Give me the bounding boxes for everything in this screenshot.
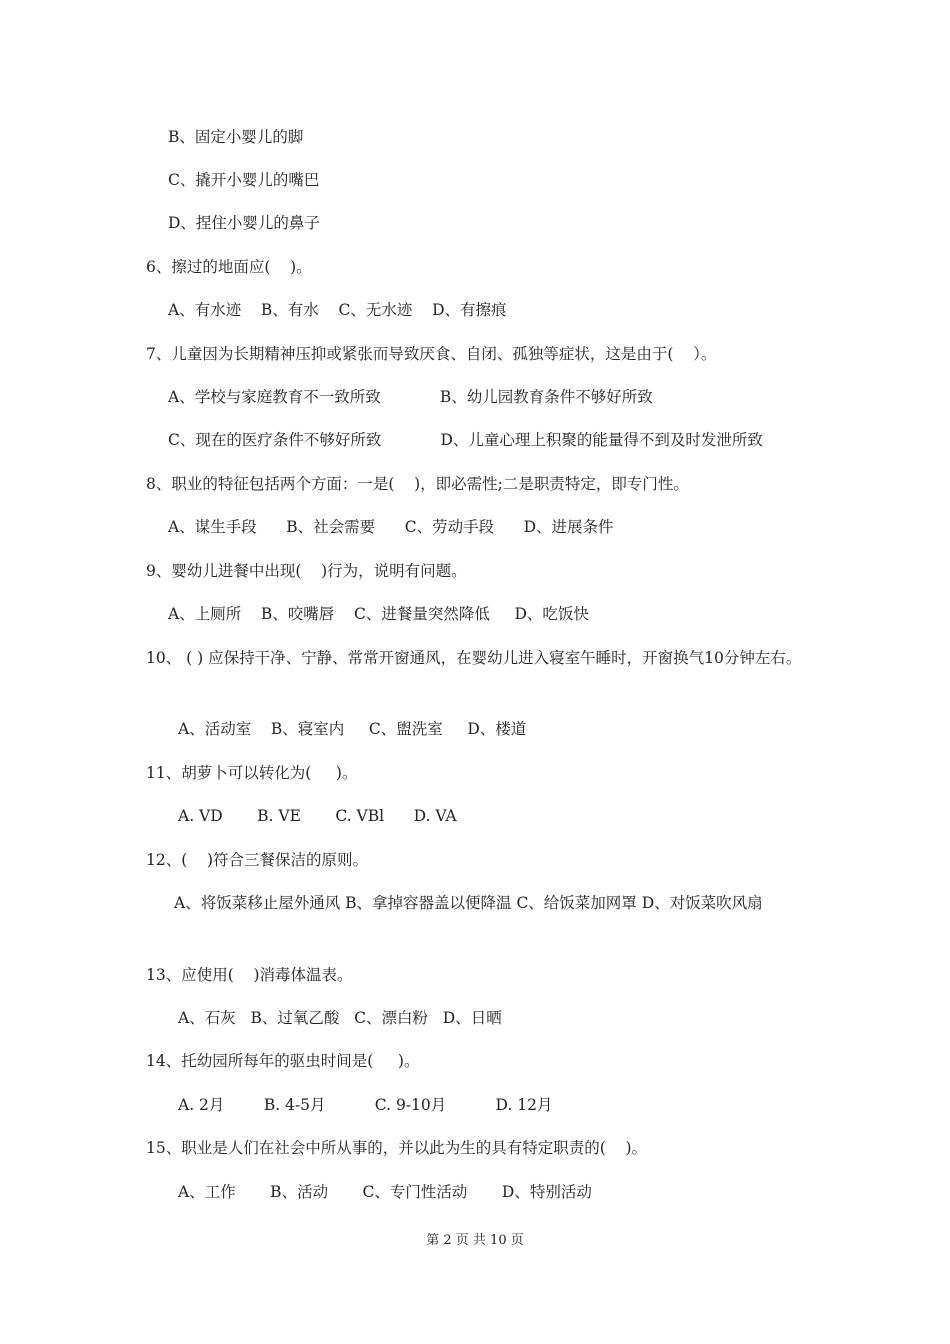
option-d-text: D、捏住小婴儿的鼻子 — [168, 214, 320, 232]
question-13: 13、应使用( )消毒体温表。 — [146, 966, 353, 984]
question-14-options: A. 2月 B. 4-5月 C. 9-10月 D. 12月 — [178, 1096, 553, 1114]
question-8-options: A、谋生手段 B、社会需要 C、劳动手段 D、进展条件 — [168, 518, 614, 536]
question-8: 8、职业的特征包括两个方面：一是( )，即必需性;二是职责特定，即专门性。 — [146, 475, 689, 493]
question-9-options: A、上厕所 B、咬嘴唇 C、进餐量突然降低 D、吃饭快 — [168, 605, 589, 623]
question-6-options: A、有水迹 B、有水 C、无水迹 D、有擦痕 — [168, 301, 507, 319]
question-10: 10、 ( ) 应保持干净、宁静、常常开窗通风，在婴幼儿进入寝室午睡时，开窗换气10分钟左右。 — [146, 649, 802, 667]
question-6: 6、擦过的地面应( )。 — [146, 258, 312, 276]
option-b-text: B、固定小婴儿的脚 — [168, 128, 304, 146]
question-14: 14、托幼园所每年的驱虫时间是( )。 — [146, 1052, 420, 1070]
question-11: 11、胡萝卜可以转化为( )。 — [146, 764, 358, 782]
page-footer: 第 2 页 共 10 页 — [426, 1233, 524, 1248]
question-13-options: A、石灰 B、过氧乙酸 C、漂白粉 D、日晒 — [178, 1009, 502, 1027]
question-7-options-cd: C、现在的医疗条件不够好所致 D、儿童心理上积聚的能量得不到及时发泄所致 — [168, 431, 763, 449]
question-12-options: A、将饭菜移止屋外通风 B、拿掉容器盖以便降温 C、给饭菜加网罩 D、对饭菜吹风扇 — [174, 894, 763, 912]
option-c-text: C、撬开小婴儿的嘴巴 — [168, 171, 320, 189]
question-15: 15、职业是人们在社会中所从事的，并以此为生的具有特定职责的( )。 — [146, 1139, 648, 1157]
question-9: 9、婴幼儿进餐中出现( )行为，说明有问题。 — [146, 562, 467, 580]
question-7-options-ab: A、学校与家庭教育不一致所致 B、幼儿园教育条件不够好所致 — [168, 388, 653, 406]
question-15-options: A、工作 B、活动 C、专门性活动 D、特别活动 — [178, 1183, 592, 1201]
question-10-options: A、活动室 B、寝室内 C、盥洗室 D、楼道 — [178, 720, 527, 738]
question-11-options: A. VD B. VE C. VBl D. VA — [178, 807, 457, 825]
question-12: 12、( )符合三餐保洁的原则。 — [146, 851, 369, 869]
question-7: 7、儿童因为长期精神压抑或紧张而导致厌食、自闭、孤独等症状，这是由于( ）。 — [146, 345, 717, 363]
